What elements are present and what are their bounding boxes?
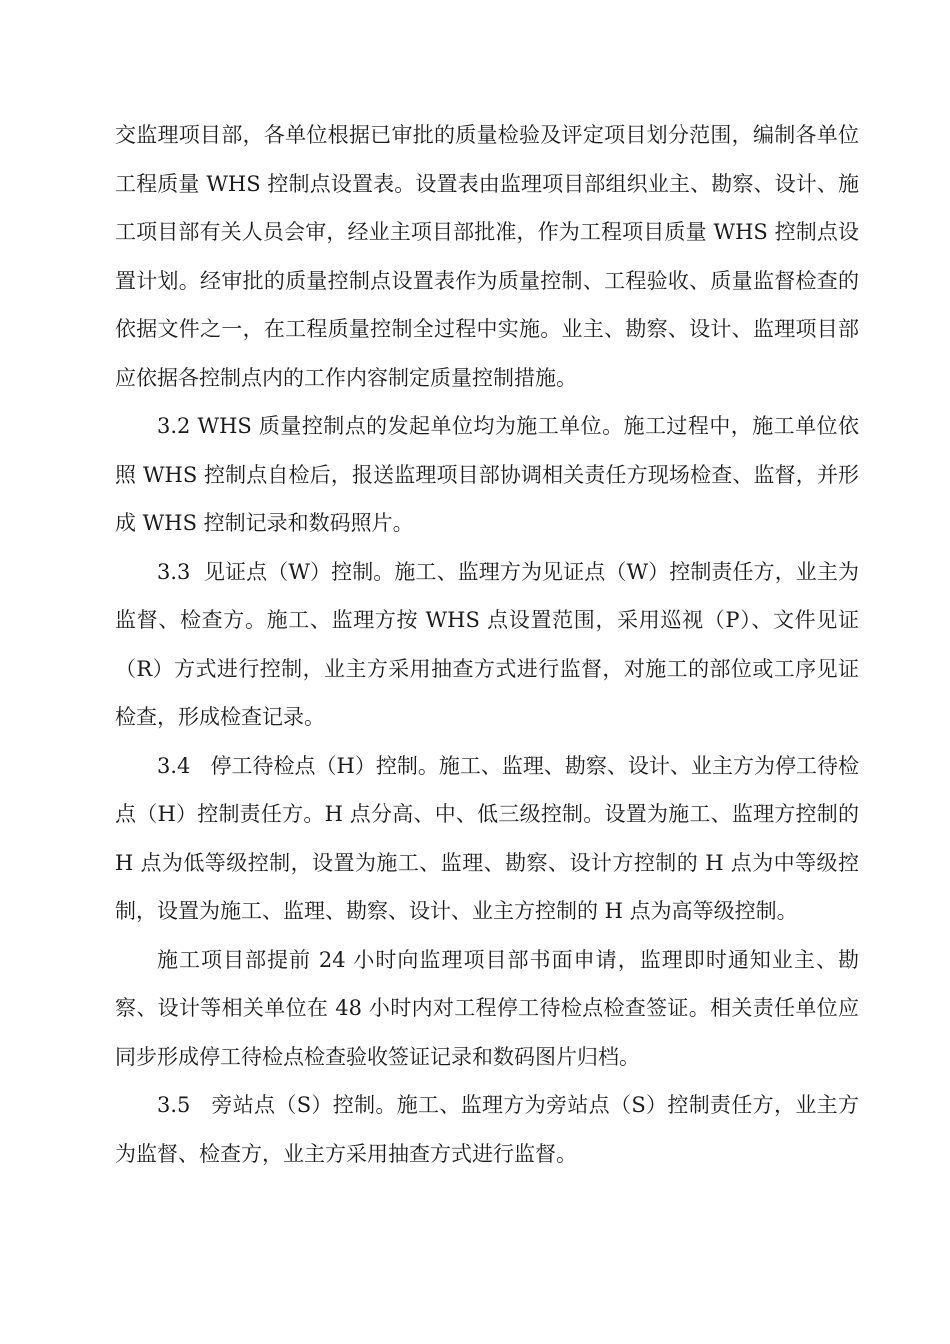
paragraph-h-point-application: 施工项目部提前 24 小时向监理项目部书面申请，监理即时通知业主、勘察、设计等相关单位在 48 小时内对工程停工待检点检查签证。相关责任单位应同步形成停工待检点检查验收签证记录和数码图片归档。 [115, 947, 859, 1069]
paragraph-3-2: 3.2 WHS 质量控制点的发起单位均为施工单位。施工过程中，施工单位依照 WHS 控制点自检后，报送监理项目部协调相关责任方现场检查、监督，并形成 WHS 控制记录和数码照片。 [115, 414, 859, 535]
paragraph-3-4: 3.4 停工待检点（H）控制。施工、监理、勘察、设计、业主方为停工待检点（H）控制责任方。H 点分高、中、低三级控制。设置为施工、监理方控制的 H 点为低等级控制，设置为施工、监理、勘察、设计方控制的 H 点为中等级控制，设置为施工、监理、勘察、设计、业主方控制的 H 点为高等级控制。 [115, 753, 866, 923]
document-body [115, 111, 866, 1178]
paragraph-3-3: 3.3 见证点（W）控制。施工、监理方为见证点（W）控制责任方，业主为监督、检查方。施工、监理方按 WHS 点设置范围，采用巡视（P）、文件见证（R）方式进行控制，业主方采用抽查方式进行监督，对施工的部位或工序见证检查，形成检查记录。 [115, 559, 859, 729]
paragraph-continuation: 交监理项目部，各单位根据已审批的质量检验及评定项目划分范围，编制各单位工程质量 WHS 控制点设置表。设置表由监理项目部组织业主、勘察、设计、施工项目部有关人员会审，经业主项目部批准，作为工程项目质量 WHS 控制点设置计划。经审批的质量控制点设置表作为质量控制、工程验收、质量监督检查的依据文件之一，在工程质量控制全过程中实施。业主、勘察、设计、监理项目部应依据各控制点内的工作内容制定质量控制措施。 [115, 123, 859, 390]
paragraph-3-5: 3.5 旁站点（S）控制。施工、监理方为旁站点（S）控制责任方，业主方为监督、检查方，业主方采用抽查方式进行监督。 [115, 1093, 859, 1166]
